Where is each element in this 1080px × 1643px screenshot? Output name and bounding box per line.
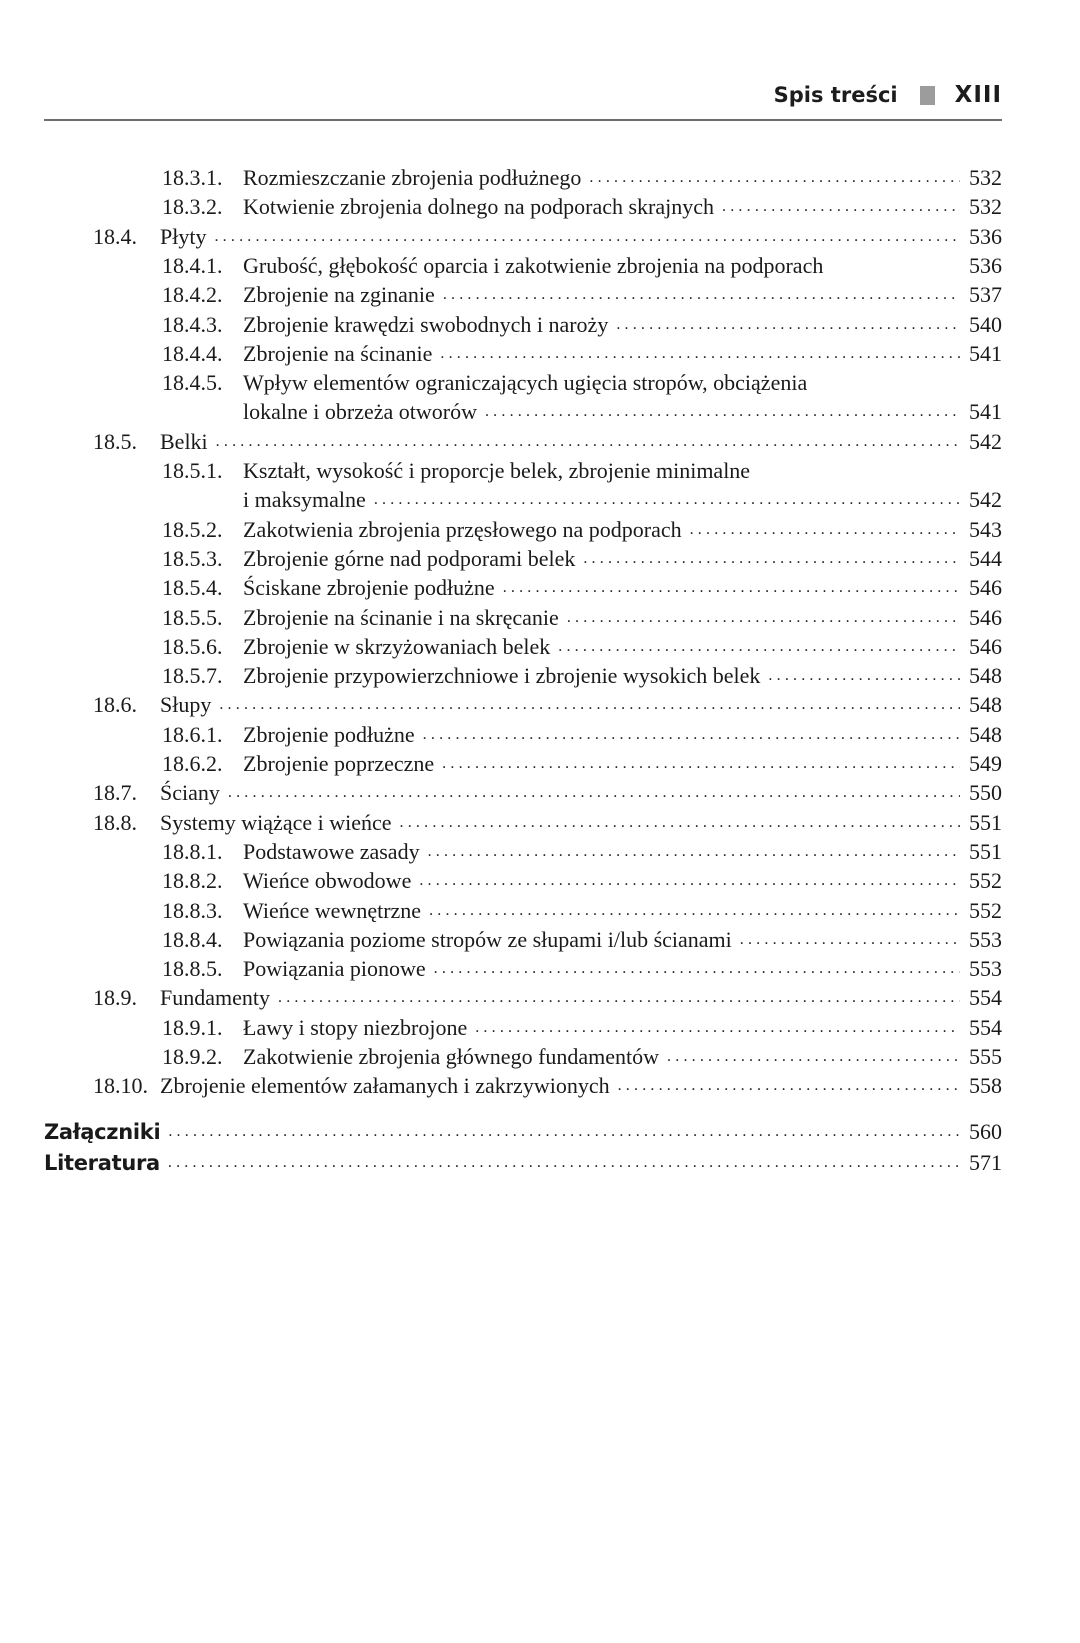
toc-entry-number: 18.8.2. xyxy=(162,868,223,894)
toc-entry-number: 18.5.6. xyxy=(162,633,223,659)
back-matter-title: Załączniki xyxy=(44,1119,161,1144)
toc-entry-title: Systemy wiążące i wieńce xyxy=(160,809,392,835)
toc-entry-page: 536 xyxy=(969,252,1002,278)
toc-entry-title-line xyxy=(160,778,960,808)
toc-entry-title-line xyxy=(44,1117,960,1147)
toc-entry-number: 18.5.1. xyxy=(162,458,223,483)
toc-entry-title-line xyxy=(243,280,960,310)
dot-leader xyxy=(419,866,960,896)
toc-entry-title-line xyxy=(243,397,960,427)
header-square-ornament xyxy=(920,86,935,105)
toc-entry-number: 18.9.1. xyxy=(162,1014,223,1040)
back-matter-title: Literatura xyxy=(44,1150,160,1175)
toc-entry-page: 554 xyxy=(969,985,1002,1011)
toc-entry[interactable] xyxy=(0,544,1080,574)
dot-leader xyxy=(219,690,960,720)
dot-leader xyxy=(475,1013,960,1043)
toc-entry-title-line xyxy=(160,983,960,1013)
toc-entry[interactable] xyxy=(0,866,1080,896)
toc-entry-title-line xyxy=(243,251,960,281)
toc-entry-title-line xyxy=(243,866,960,896)
toc-entry-title-line xyxy=(243,310,960,340)
toc-entry[interactable] xyxy=(0,573,1080,603)
toc-entry-title-line xyxy=(160,808,960,838)
dot-leader xyxy=(400,808,960,838)
toc-entry[interactable] xyxy=(0,456,1080,486)
toc-entry-page: 542 xyxy=(969,428,1002,454)
toc-entry-page: 548 xyxy=(969,721,1002,747)
toc-entry-page: 536 xyxy=(969,223,1002,249)
toc-entry-number: 18.8.1. xyxy=(162,838,223,864)
toc-entry-number: 18.5.2. xyxy=(162,516,223,542)
toc-entry-page: 553 xyxy=(969,956,1002,982)
toc-entry-title-line xyxy=(243,368,960,398)
toc-entry-title: Zbrojenie na ścinanie xyxy=(243,340,433,366)
dot-leader xyxy=(768,661,960,691)
toc-entry-title-line xyxy=(243,456,960,486)
toc-entry-title-continuation: lokalne i obrzeża otworów xyxy=(243,399,477,425)
toc-entry-title: Zbrojenie na ścinanie i na skręcanie xyxy=(243,604,559,630)
dot-leader xyxy=(168,1148,960,1178)
toc-entry-number: 18.6.1. xyxy=(162,721,223,747)
dot-leader xyxy=(690,515,960,545)
dot-leader xyxy=(429,896,960,926)
dot-leader xyxy=(423,720,960,750)
toc-entry-page: 551 xyxy=(969,838,1002,864)
dot-leader xyxy=(216,427,960,457)
toc-entry-page: 546 xyxy=(969,575,1002,601)
toc-entry-title: Zbrojenie przypowierzchniowe i zbrojenie wysokich belek xyxy=(243,663,761,689)
toc-entry-title: Wieńce obwodowe xyxy=(243,868,412,894)
toc-entry-title-line xyxy=(44,1148,960,1178)
toc-entry[interactable] xyxy=(0,163,1080,193)
toc-entry-continuation[interactable] xyxy=(0,397,1080,427)
toc-entry-title: Powiązania pionowe xyxy=(243,956,426,982)
toc-entry-title-line xyxy=(243,837,960,867)
toc-entry-title-line xyxy=(243,544,960,574)
toc-entry-number: 18.4.3. xyxy=(162,311,223,337)
toc-entry-title: Kotwienie zbrojenia dolnego na podporach skrajnych xyxy=(243,194,715,220)
toc-entry-number: 18.5.5. xyxy=(162,604,223,630)
toc-entry-number: 18.3.1. xyxy=(162,165,223,190)
toc-entry-title-line xyxy=(243,192,960,222)
toc-entry-title: Płyty xyxy=(160,223,207,249)
toc-entry-title: Wieńce wewnętrzne xyxy=(243,897,422,923)
dot-leader xyxy=(440,339,960,369)
toc-entry[interactable] xyxy=(0,339,1080,369)
header-page-number: XIII xyxy=(954,82,1002,108)
toc-entry-title: Słupy xyxy=(160,692,212,718)
toc-entry-title-line xyxy=(243,720,960,750)
toc-entry-title: Ściany xyxy=(160,780,220,806)
toc-entry[interactable] xyxy=(0,749,1080,779)
dot-leader xyxy=(434,954,960,984)
toc-entry-title-line xyxy=(243,485,960,515)
toc-entry-title-line xyxy=(243,163,960,193)
running-header xyxy=(774,82,1002,108)
toc-entry-title-line xyxy=(243,661,960,691)
dot-leader xyxy=(443,280,960,310)
dot-leader xyxy=(214,222,960,252)
toc-entry-page: 550 xyxy=(969,780,1002,806)
toc-entry[interactable] xyxy=(0,368,1080,398)
toc-entry-title-line xyxy=(243,1013,960,1043)
toc-entry-title: Zbrojenie poprzeczne xyxy=(243,751,435,776)
toc-entry[interactable] xyxy=(0,603,1080,633)
toc-entry-title: Zbrojenie elementów załamanych i zakrzywionych xyxy=(160,1073,610,1099)
toc-entry-page: 546 xyxy=(969,604,1002,630)
toc-entry-page: 532 xyxy=(969,194,1002,220)
toc-entry[interactable] xyxy=(0,954,1080,984)
toc-entry-title-line xyxy=(243,339,960,369)
dot-leader xyxy=(616,310,960,340)
toc-entry-title: Zbrojenie krawędzi swobodnych i naroży xyxy=(243,311,609,337)
toc-entry-number: 18.5.7. xyxy=(162,663,223,689)
dot-leader xyxy=(583,544,960,574)
toc-entry[interactable] xyxy=(0,310,1080,340)
toc-entry-number: 18.9.2. xyxy=(162,1044,223,1069)
toc-entry-title-line xyxy=(243,515,960,545)
toc-entry[interactable] xyxy=(0,1013,1080,1043)
toc-entry-title-line xyxy=(243,603,960,633)
back-matter-page: 571 xyxy=(969,1149,1002,1175)
toc-entry-page: 541 xyxy=(969,399,1002,425)
toc-entry[interactable] xyxy=(0,778,1080,808)
toc-entry-title: Rozmieszczanie zbrojenia podłużnego xyxy=(243,165,582,190)
toc-entry[interactable] xyxy=(0,837,1080,867)
toc-entry-number: 18.5.4. xyxy=(162,575,223,601)
toc-entry-title: Zbrojenie podłużne xyxy=(243,721,415,747)
toc-entry[interactable] xyxy=(0,925,1080,955)
toc-entry-title: Grubość, głębokość oparcia i zakotwienie zbrojenia na podporach xyxy=(243,252,824,278)
toc-entry-title-line xyxy=(243,896,960,926)
toc-entry[interactable] xyxy=(0,983,1080,1013)
toc-entry-page: 546 xyxy=(969,633,1002,659)
toc-entry[interactable] xyxy=(0,632,1080,662)
toc-entry-page: 532 xyxy=(969,165,1002,190)
toc-entry[interactable] xyxy=(0,1071,1080,1101)
dot-leader xyxy=(485,397,960,427)
toc-entry-title-line xyxy=(243,749,960,779)
toc-entry-page: 544 xyxy=(969,545,1002,571)
back-matter-page: 560 xyxy=(969,1118,1002,1144)
toc-entry-page: 552 xyxy=(969,897,1002,923)
toc-entry-title: Ściskane zbrojenie podłużne xyxy=(243,575,495,601)
toc-entry-page: 549 xyxy=(969,751,1002,776)
toc-entry[interactable] xyxy=(0,515,1080,545)
toc-entry-number: 18.3.2. xyxy=(162,194,223,220)
dot-leader xyxy=(567,603,960,633)
toc-entry-number: 18.5.3. xyxy=(162,545,223,571)
toc-entry-number: 18.4.2. xyxy=(162,282,223,308)
dot-leader xyxy=(589,163,960,193)
toc-entry-page: 552 xyxy=(969,868,1002,894)
toc-entry-page: 541 xyxy=(969,340,1002,366)
toc-entry-title-line xyxy=(243,954,960,984)
toc-entry-title: Zakotwienie zbrojenia głównego fundamentów xyxy=(243,1044,660,1069)
toc-entry[interactable] xyxy=(0,427,1080,457)
toc-entry-number: 18.4.5. xyxy=(162,370,223,396)
toc-entry[interactable] xyxy=(0,1042,1080,1072)
toc-entry-title: Zakotwienia zbrojenia przęsłowego na podporach xyxy=(243,516,682,542)
toc-entry-title: Kształt, wysokość i proporcje belek, zbrojenie minimalne xyxy=(243,458,751,483)
toc-entry-page: 542 xyxy=(969,487,1002,513)
back-matter-entry[interactable] xyxy=(0,1117,1080,1147)
toc-entry-title-line xyxy=(160,1071,960,1101)
toc-entry-page: 537 xyxy=(969,282,1002,308)
dot-leader xyxy=(558,632,960,662)
dot-leader xyxy=(228,778,960,808)
toc-entry-page: 553 xyxy=(969,926,1002,952)
dot-leader xyxy=(667,1042,960,1072)
toc-entry[interactable] xyxy=(0,280,1080,310)
toc-entry[interactable] xyxy=(0,896,1080,926)
toc-entry[interactable] xyxy=(0,808,1080,838)
toc-entry-title: Wpływ elementów ograniczających ugięcia stropów, obciążenia xyxy=(243,370,808,396)
dot-leader xyxy=(618,1071,960,1101)
dot-leader xyxy=(374,485,960,515)
toc-entry-title-line xyxy=(160,222,960,252)
dot-leader xyxy=(168,1117,960,1147)
toc-entry-number: 18.5. xyxy=(93,428,137,454)
toc-entry-page: 540 xyxy=(969,311,1002,337)
toc-entry[interactable] xyxy=(0,720,1080,750)
toc-entry-title: Zbrojenie górne nad podporami belek xyxy=(243,545,576,571)
toc-entry-number: 18.6.2. xyxy=(162,751,223,776)
dot-leader xyxy=(428,837,960,867)
toc-entry-title: Zbrojenie w skrzyżowaniach belek xyxy=(243,633,551,659)
toc-entry-title: Zbrojenie na zginanie xyxy=(243,282,435,308)
dot-leader xyxy=(278,983,960,1013)
toc-entry-number: 18.9. xyxy=(93,985,137,1011)
toc-entry-page: 548 xyxy=(969,663,1002,689)
back-matter-entry[interactable] xyxy=(0,1148,1080,1178)
dot-leader xyxy=(442,749,960,779)
toc-entry-number: 18.4. xyxy=(93,223,137,249)
toc-entry-number: 18.8.5. xyxy=(162,956,223,982)
toc-entry-page: 558 xyxy=(969,1073,1002,1099)
toc-entry[interactable] xyxy=(0,222,1080,252)
toc-entry-title-line xyxy=(160,690,960,720)
dot-leader xyxy=(722,192,960,222)
toc-entry-title-continuation: i maksymalne xyxy=(243,487,366,513)
toc-entry-page: 554 xyxy=(969,1014,1002,1040)
toc-entry-title-line xyxy=(243,573,960,603)
toc-entry[interactable] xyxy=(0,661,1080,691)
toc-entry-title-line xyxy=(160,427,960,457)
toc-entry-title-line xyxy=(243,632,960,662)
toc-entry-page: 555 xyxy=(969,1044,1002,1069)
toc-entry-title-line xyxy=(243,925,960,955)
toc-entry-number: 18.8. xyxy=(93,809,137,835)
toc-entry-title: Belki xyxy=(160,428,208,454)
toc-entry-number: 18.7. xyxy=(93,780,137,806)
toc-entry-page: 551 xyxy=(969,809,1002,835)
toc-entry-title: Powiązania poziome stropów ze słupami i/lub ścianami xyxy=(243,926,732,952)
toc-entry-number: 18.6. xyxy=(93,692,137,718)
toc-entry-number: 18.4.1. xyxy=(162,252,223,278)
toc-entry-title-line xyxy=(243,1042,960,1072)
toc-entry[interactable] xyxy=(0,251,1080,281)
header-rule xyxy=(44,119,1002,121)
toc-entry-page: 543 xyxy=(969,516,1002,542)
toc-entry[interactable] xyxy=(0,192,1080,222)
toc-entry[interactable] xyxy=(0,690,1080,720)
dot-leader xyxy=(740,925,960,955)
toc-entry-number: 18.8.4. xyxy=(162,926,223,952)
toc-entry-title: Ławy i stopy niezbrojone xyxy=(243,1014,468,1040)
toc-entry-number: 18.8.3. xyxy=(162,897,223,923)
toc-entry-title: Fundamenty xyxy=(160,985,270,1011)
toc-entry-number: 18.10. xyxy=(93,1073,148,1099)
toc-entry-title: Podstawowe zasady xyxy=(243,838,420,864)
header-section-title: Spis treści xyxy=(773,83,898,107)
toc-entry-page: 548 xyxy=(969,692,1002,718)
toc-entry-continuation[interactable] xyxy=(0,485,1080,515)
toc-entry-number: 18.4.4. xyxy=(162,340,223,366)
dot-leader xyxy=(503,573,960,603)
